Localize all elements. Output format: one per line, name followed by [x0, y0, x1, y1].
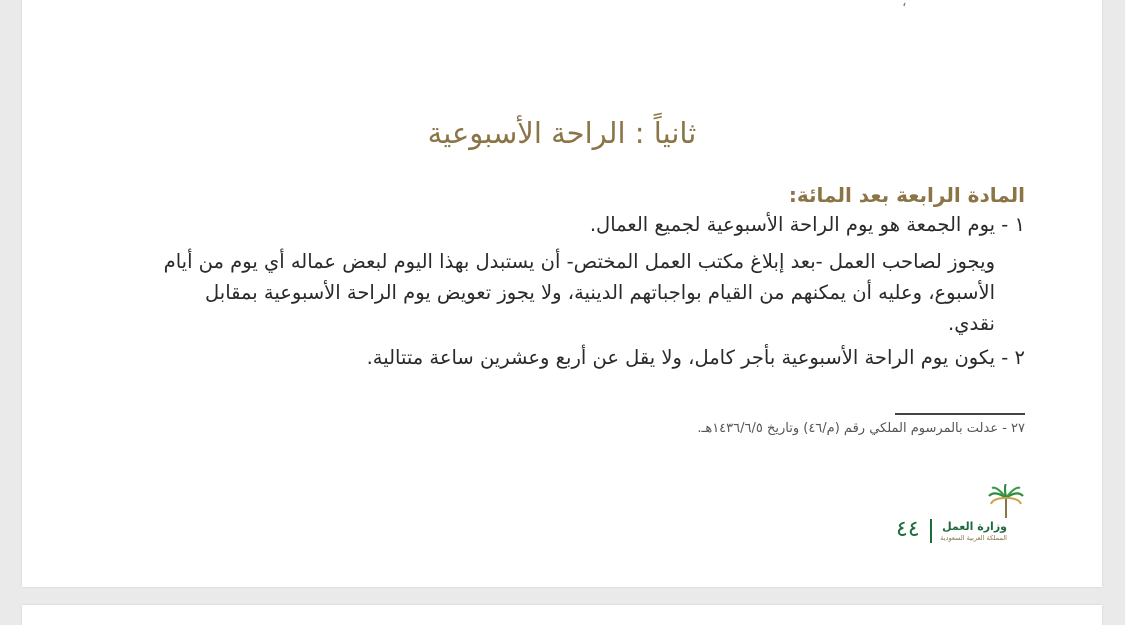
article-title: المادة الرابعة بعد المائة:	[788, 183, 1025, 207]
top-mark: ،	[902, 0, 907, 10]
document-page	[22, 0, 1102, 587]
footnote-divider	[895, 413, 1025, 415]
footnote: ٢٧ - عدلت بالمرسوم الملكي رقم (م/٤٦) وتاريخ ١٤٣٦/٦/٥هـ.	[697, 421, 1025, 436]
palm-tree-icon	[987, 484, 1025, 520]
logo-name: وزارة العمل	[942, 520, 1007, 533]
paragraph-line-2: ويجوز لصاحب العمل -بعد إبلاغ مكتب العمل المختص- أن يستبدل بهذا اليوم لبعض عماله أي يوم من أيام	[163, 250, 995, 273]
paragraph-line-4: نقدي.	[948, 312, 995, 335]
logo-subtitle: المملكة العربية السعودية	[940, 534, 1007, 542]
page-number: ٤٤	[896, 517, 920, 542]
paragraph-line-3: الأسبوع، وعليه أن يمكنهم من القيام بواجباتهم الدينية، ولا يجوز تعويض يوم الراحة الأسبوعية بمقابل	[205, 281, 995, 304]
section-title: ثانياً : الراحة الأسبوعية	[427, 116, 697, 150]
paragraph-line-5: ٢ - يكون يوم الراحة الأسبوعية بأجر كامل، ولا يقل عن أربع وعشرين ساعة متتالية.	[366, 346, 1025, 369]
page-number-separator	[930, 519, 932, 543]
paragraph-line-1: ١ - يوم الجمعة هو يوم الراحة الأسبوعية لجميع العمال.	[589, 213, 1025, 236]
next-page-edge	[22, 605, 1102, 625]
